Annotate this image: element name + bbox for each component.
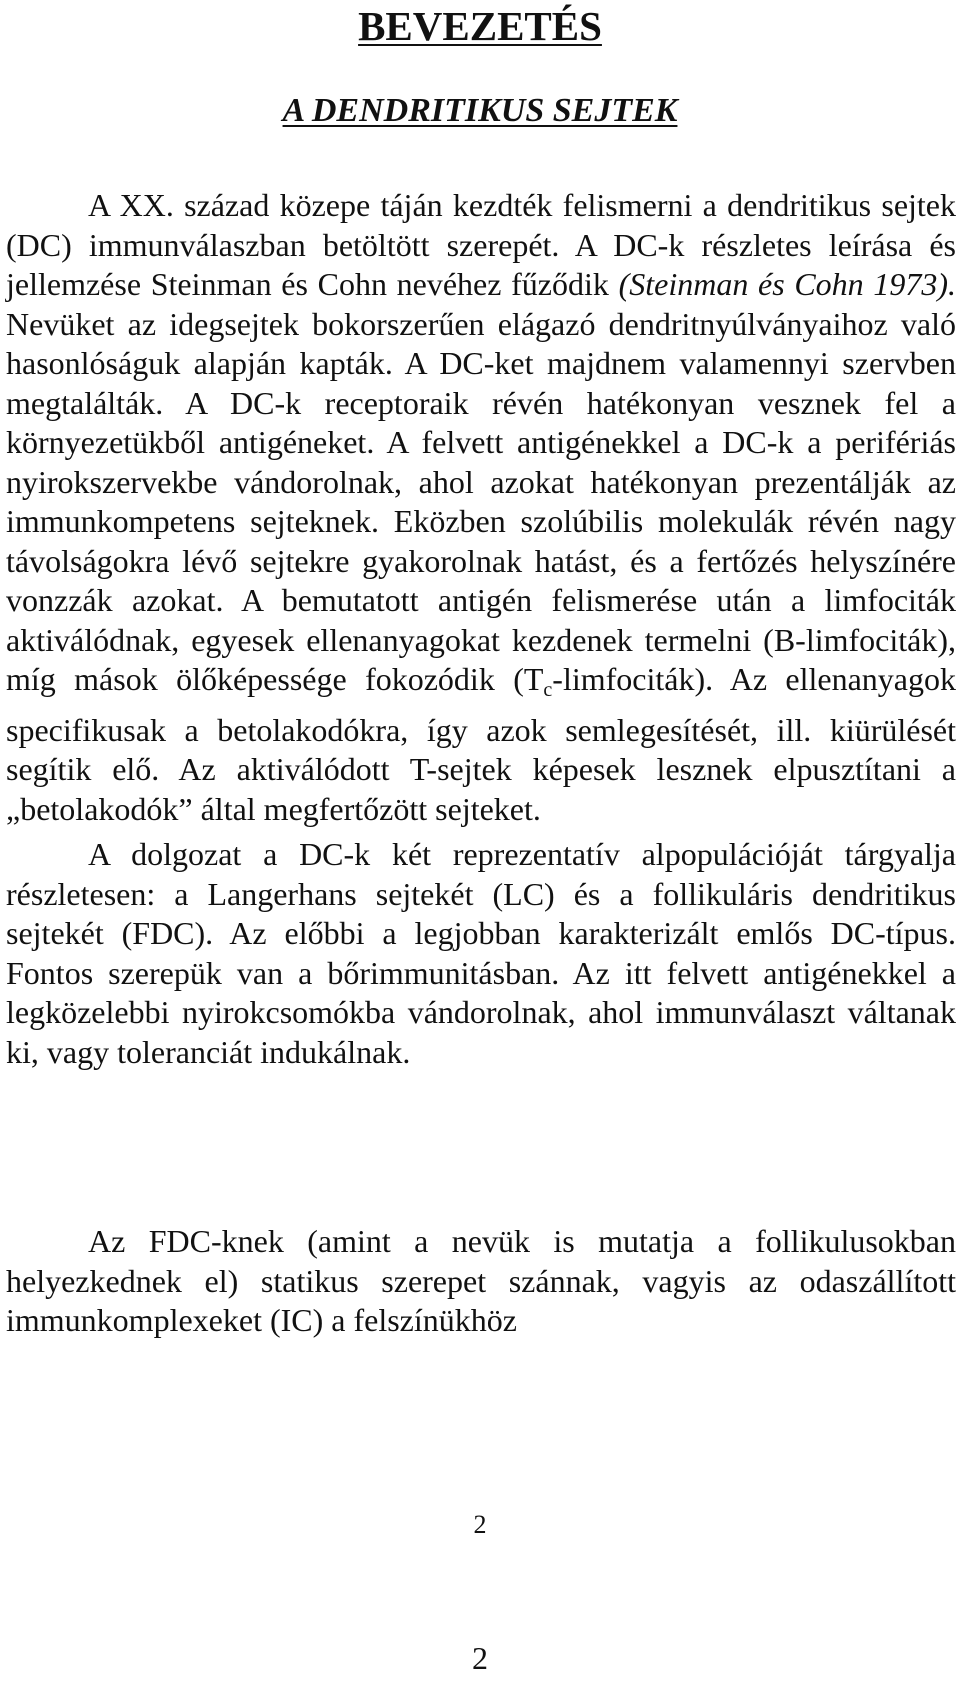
paragraph-intro-text-2: Nevüket az idegsejtek bokorszerűen elágazó dendritnyúlványaihoz való hasonlóságuk alapján kapták. A DC-ket majdnem valamennyi szervben megtalálták. A DC-k receptoraik révén hatékonyan vesznek fel a környezetükből antigéneket. A felvett antigénekkel a DC-k a perifériás nyirokszervekbe vándorolnak, ahol azokat hatékonyan prezentálják az immunkompetens sejteknek. Eközben szolúbilis molekulák révén nagy távolságokra lévő sejtekre gyakorolnak hatást, és a fertőzés helyszínére vonzzák azokat. A bemutatott antigén felismerése után a limfociták aktiválódnak, egyesek ellenanyagokat kezdenek termelni (B-limfociták), míg mások ölőképessége fokozódik (T (6, 305, 956, 697)
paragraph-intro (6, 186, 956, 829)
paragraph-intro-text-1: A XX. század közepe táján kezdték felismerni a dendritikus sejtek (DC) immunválaszban betöltött szerepét. A DC-k részletes leírása és jellemzése Steinman és Cohn nevéhez fűződik (6, 187, 956, 302)
subscript-c: c (543, 679, 553, 701)
paragraph-fdc-text: Az FDC-knek (amint a nevük is mutatja a follikulusokban helyezkednek el) statikus szerepet szánnak, vagyis az odaszállított immunkomplexeket (IC) a felszínükhöz (6, 1223, 956, 1338)
page-number-outer: 2 (472, 1640, 488, 1676)
paragraph-thesis-scope (6, 835, 956, 1072)
paragraph-thesis-scope-text: A dolgozat a DC-k két reprezentatív alpopulációját tárgyalja részletesen: a Langerhans sejtekét (LC) és a follikuláris dendritikus sejtekét (FDC). Az előbbi a legjobban karakterizált emlős DC-típus. Fontos szerepük van a bőrimmunitásban. Az itt felvett antigénekkel a legközelebbi nyirokcsomókba vándorolnak, ahol immunválaszt váltanak ki, vagy toleranciát indukálnak. (6, 836, 956, 1070)
paragraph-intro-text-3: -limfociták). Az ellenanyagok specifikusak a betolakodókra, így azok semlegesítését, ill. kiürülését segítik elő. Az aktiválódott T-sejtek képesek lesznek elpusztítani a „betolakodók” által megfertőzött sejteket. (6, 661, 956, 827)
citation: (Steinman és Cohn 1973). (618, 266, 957, 302)
paragraph-fdc (6, 1222, 956, 1341)
section-title: A DENDRITIKUS SEJTEK (282, 92, 678, 129)
page-number-inner: 2 (473, 1510, 487, 1539)
main-title: BEVEZETÉS (358, 3, 602, 49)
